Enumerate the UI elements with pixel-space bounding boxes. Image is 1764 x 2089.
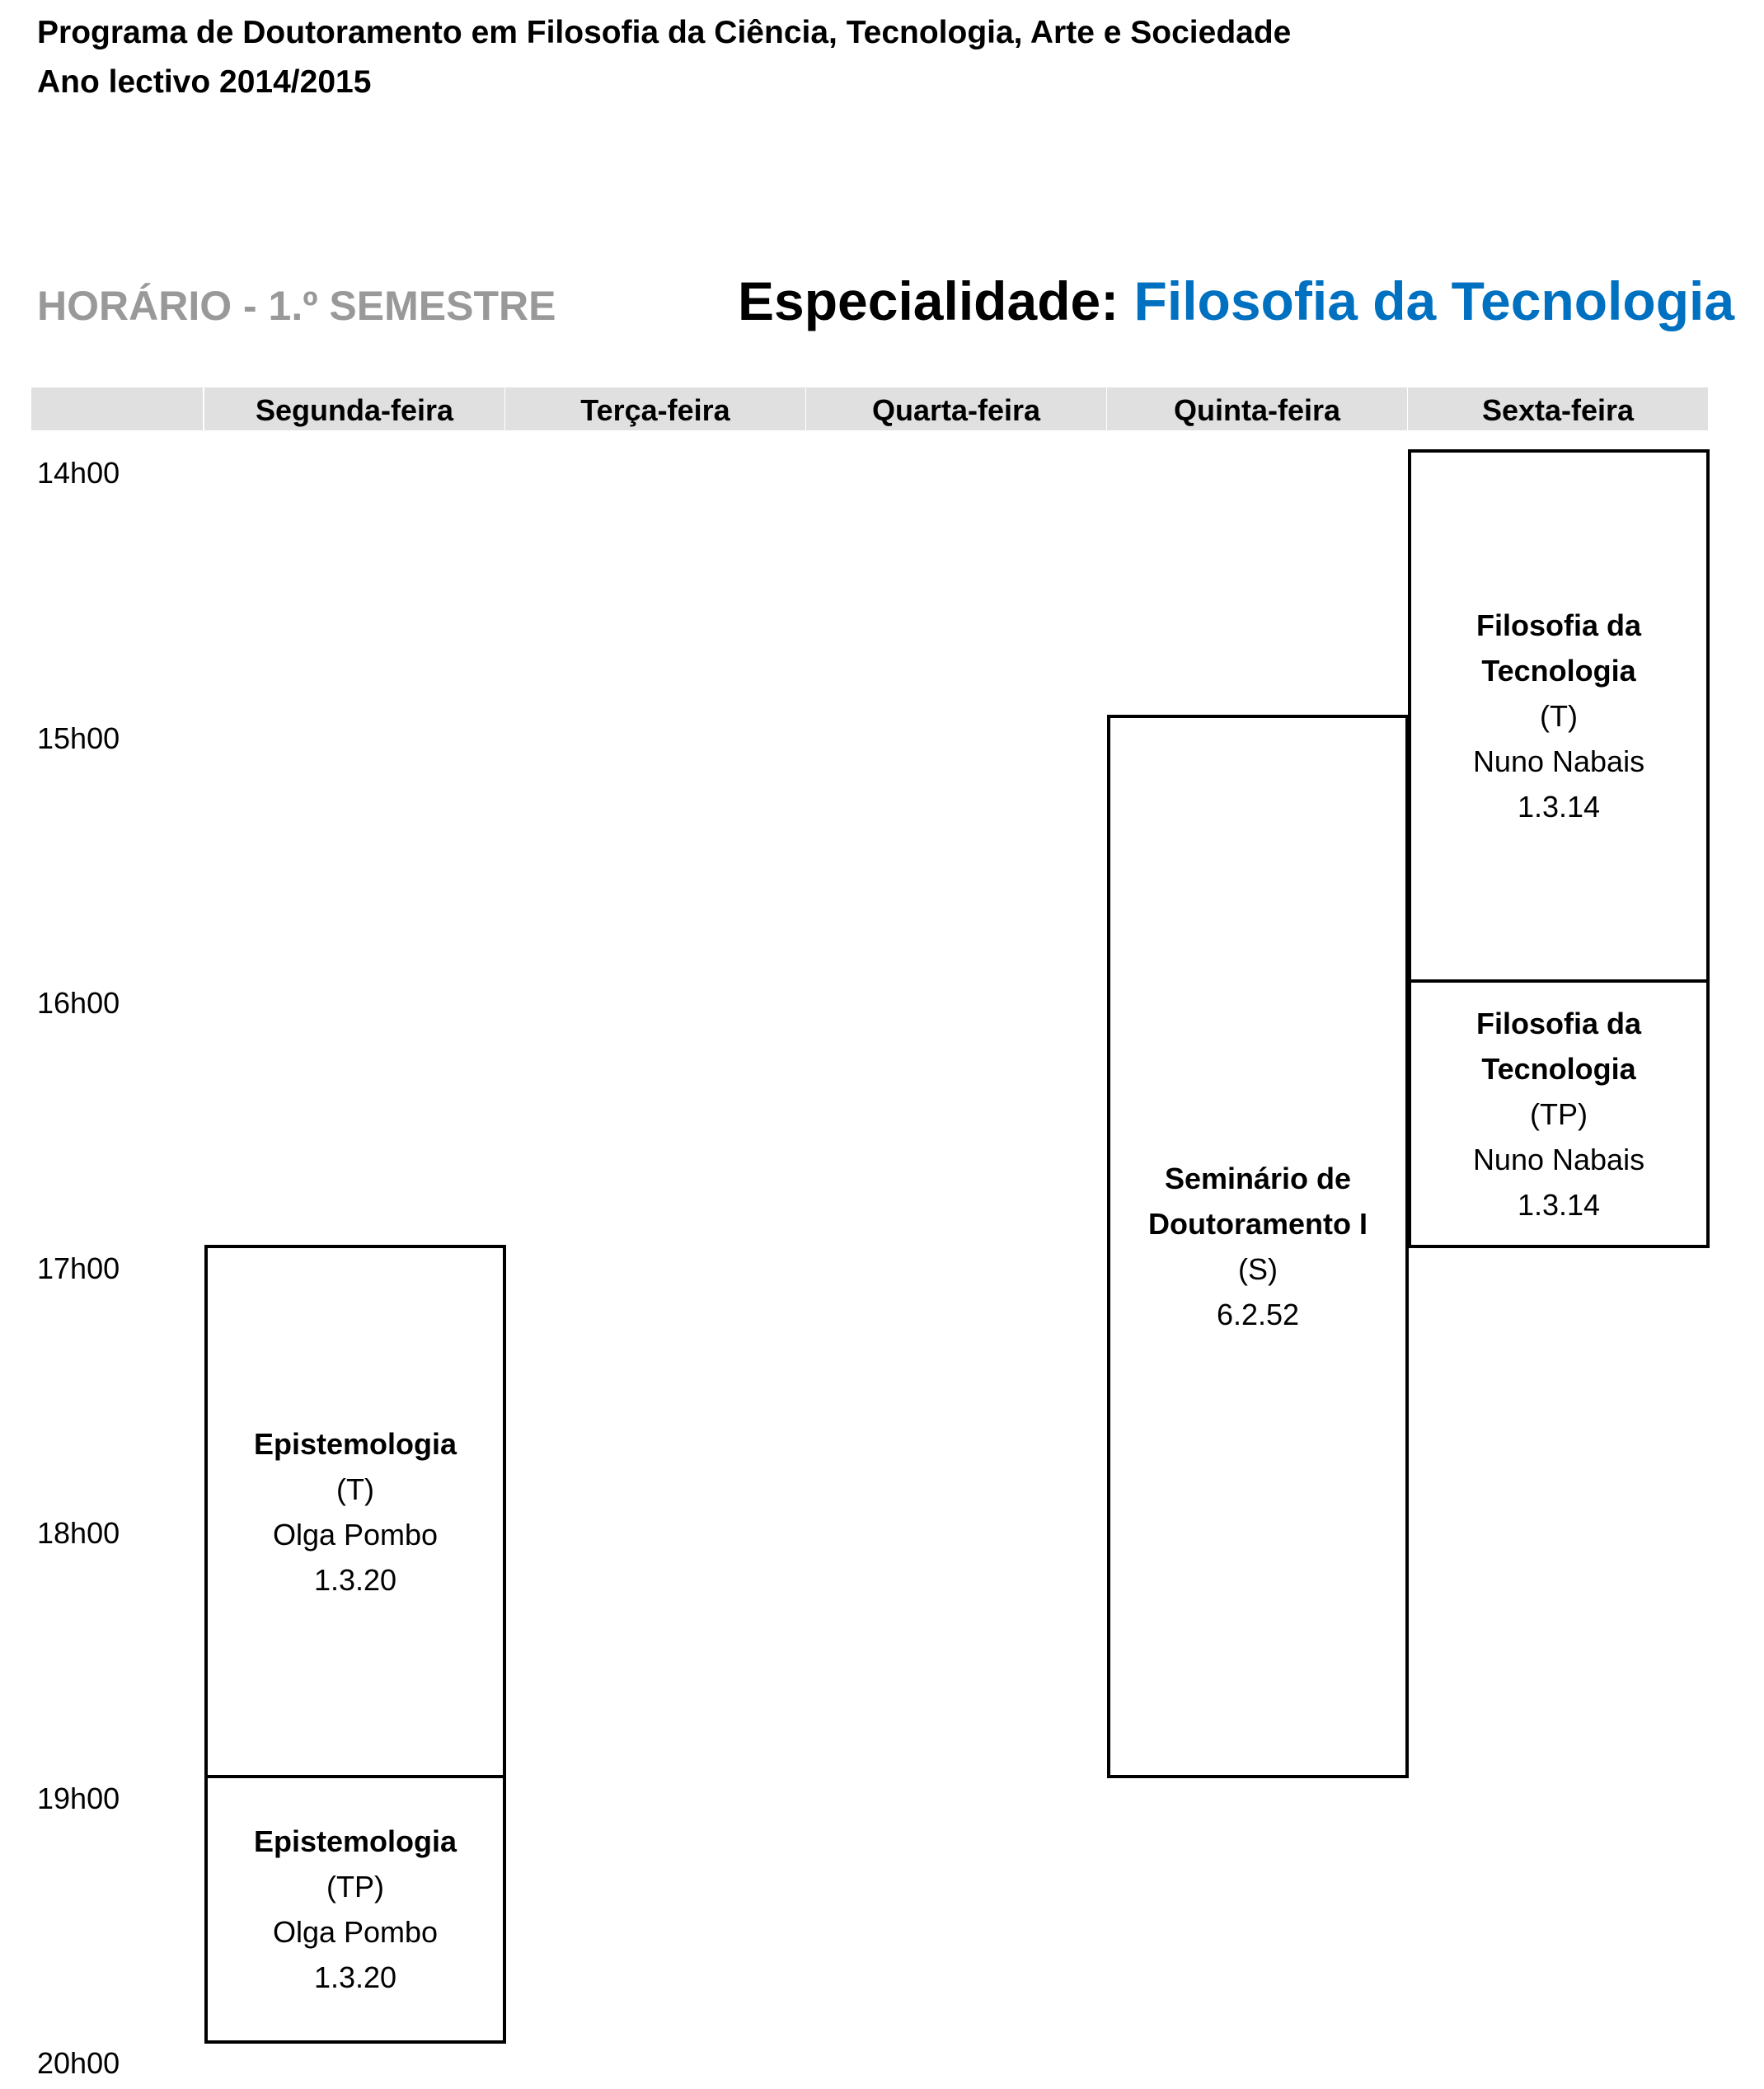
class-type: (TP) bbox=[1530, 1096, 1588, 1131]
class-type: (S) bbox=[1238, 1252, 1278, 1286]
day-header-sexta-feira: Sexta-feira bbox=[1408, 387, 1708, 430]
time-label-16h00: 16h00 bbox=[37, 986, 120, 1020]
class-block bbox=[1408, 979, 1710, 1248]
class-room: 1.3.14 bbox=[1517, 790, 1601, 824]
class-course-name: Filosofia da Tecnologia bbox=[1475, 1006, 1642, 1086]
day-header-segunda-feira: Segunda-feira bbox=[204, 387, 504, 430]
time-label-15h00: 15h00 bbox=[37, 721, 120, 755]
day-header-quinta-feira: Quinta-feira bbox=[1107, 387, 1407, 430]
time-label-18h00: 18h00 bbox=[37, 1516, 120, 1550]
specialty-heading bbox=[738, 268, 1734, 334]
class-type: (TP) bbox=[326, 1870, 384, 1904]
specialty-label: Especialidade: bbox=[738, 270, 1119, 331]
class-course-name: Filosofia da Tecnologia bbox=[1475, 608, 1642, 688]
academic-year: Ano lectivo 2014/2015 bbox=[37, 64, 372, 100]
class-course-name: Epistemologia bbox=[253, 1426, 457, 1461]
class-teacher: Olga Pombo bbox=[272, 1517, 439, 1551]
time-label-20h00: 20h00 bbox=[37, 2046, 120, 2080]
class-room: 1.3.20 bbox=[313, 1960, 397, 1994]
class-block bbox=[1107, 715, 1409, 1778]
time-label-17h00: 17h00 bbox=[37, 1251, 120, 1285]
class-room: 1.3.20 bbox=[313, 1562, 397, 1597]
class-block bbox=[1408, 449, 1710, 983]
class-teacher: Nuno Nabais bbox=[1472, 1142, 1645, 1176]
time-label-19h00: 19h00 bbox=[37, 1782, 120, 1815]
schedule-title: HORÁRIO - 1.º SEMESTRE bbox=[37, 283, 556, 329]
program-title: Programa de Doutoramento em Filosofia da Ciência, Tecnologia, Arte e Sociedade bbox=[37, 15, 1292, 50]
class-teacher: Nuno Nabais bbox=[1472, 744, 1645, 778]
time-label-14h00: 14h00 bbox=[37, 456, 120, 490]
class-room: 1.3.14 bbox=[1517, 1187, 1601, 1222]
class-type: (T) bbox=[336, 1472, 374, 1506]
class-block bbox=[204, 1245, 506, 1778]
day-header-quarta-feira: Quarta-feira bbox=[806, 387, 1106, 430]
class-block bbox=[204, 1775, 506, 2044]
day-header-ter-a-feira: Terça-feira bbox=[505, 387, 805, 430]
class-teacher: Olga Pombo bbox=[272, 1915, 439, 1949]
specialty-value: Filosofia da Tecnologia bbox=[1133, 270, 1735, 331]
timetable-header-corner bbox=[31, 387, 203, 430]
class-course-name: Seminário de Doutoramento I bbox=[1148, 1162, 1368, 1241]
class-room: 6.2.52 bbox=[1216, 1298, 1300, 1331]
class-type: (T) bbox=[1540, 699, 1578, 733]
class-course-name: Epistemologia bbox=[253, 1824, 457, 1858]
